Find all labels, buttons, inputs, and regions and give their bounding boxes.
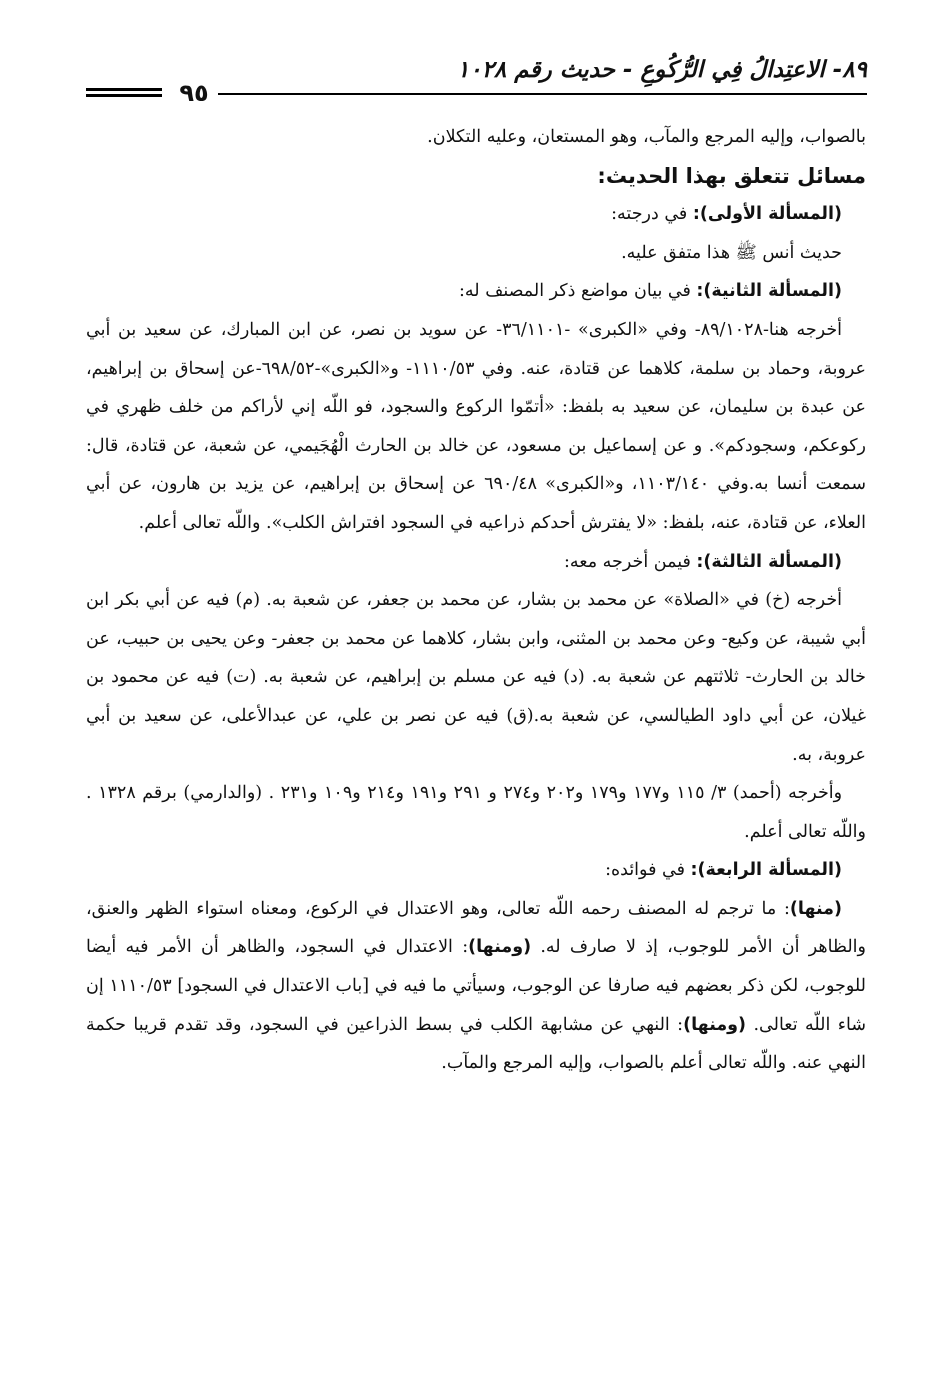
issue-2-label: (المسألة الثانية):	[696, 281, 842, 302]
issue-1	[86, 195, 866, 234]
issue-1-body: حديث أنس ﷺ هذا متفق عليه.	[621, 242, 842, 263]
issue-4-text: في فوائده:	[605, 860, 691, 881]
issue-3-label: (المسألة الثالثة):	[696, 551, 842, 572]
issue-3-body: أخرجه (خ) في «الصلاة» عن محمد بن بشار، عن محمد بن جعفر، عن شعبة به. (م) فيه عن أبي بكر ابن أبي شيبة، عن وكيع- وعن محمد بن المثنى، وابن بشار، كلاهما عن محمد بن جعفر- وعن يحيى بن حبيب، عن خالد بن الحارث- ثلاثتهم عن شعبة به. (د) فيه عن مسلم بن إبراهيم، عن شعبة به. (ت) فيه عن محمود بن غيلان، عن أبي داود الطيالسي، عن شعبة به.(ق) فيه عن نصر بن علي، عن عبدالأعلى، عن سعيد بن أبي عروبة، به.	[86, 590, 866, 765]
issue-3	[86, 543, 866, 582]
header-double-rule	[86, 88, 162, 97]
issue-4-label: (المسألة الرابعة):	[690, 860, 842, 881]
issue-2-body: أخرجه هنا-٨٩/١٠٢٨- وفي «الكبرى» -٣٦/١١٠١- عن سويد بن نصر، عن ابن المبارك، عن سعيد بن أبي عروبة، وحماد بن سلمة، كلاهما عن قتادة، عنه. وفي ١١١٠/٥٣- و«الكبرى»-٦٩٨/٥٢-عن إسحاق بن إبراهيم، عن عبدة بن سليمان، عن سعيد به بلفظ: «أتمّوا الركوع والسجود، فو اللّه إني لأراكم من خلف ظهري في ركوعكم، وسجودكم». و عن إسماعيل بن مسعود، عن خالد بن الحارث الْهُجَيمي، عن شعبة، عن قتادة، قال: سمعت أنسا به.وفي ١١٠٣/١٤٠، و«الكبرى» ٦٩٠/٤٨ عن إسحاق بن إبراهيم، عن يزيد بن هارون، عن أبي العلاء، عن قتادة، عنه، بلفظ: «لا يفترش أحدكم ذراعيه في السجود افتراش الكلب». واللّه تعالى أعلم.	[86, 319, 866, 533]
benefit-3-text: : النهي عن مشابهة الكلب في بسط الذراعين في السجود، وقد تقدم قريبا حكمة النهي عنه. واللّه تعالى أعلم بالصواب، وإليه المرجع والمآب.	[86, 1014, 866, 1074]
issue-4-body	[86, 890, 866, 1083]
issue-1-label: (المسألة الأولى):	[692, 204, 842, 225]
issue-3-ahmad: وأخرجه (أحمد) ٣/ ١١٥ و١٧٧ و١٧٩ و٢٠٢ و٢٧٤ و ٢٩١ و١٩١ و٢١٤ و١٠٩ و٢٣١ . (والدارمي) برقم ١٣٢٨ . واللّه تعالى أعلم.	[86, 783, 866, 842]
section-heading: مسائل تتعلق بهذا الحديث:	[597, 163, 866, 188]
benefit-1-text: : ما ترجم له المصنف رحمه اللّه تعالى، وهو الاعتدال في الركوع، ومعناه استواء الظهر والعنق، والظاهر أن الأمر للوجوب، إذ لا صارف له.	[86, 898, 866, 958]
issue-2-text: في بيان مواضع ذكر المصنف له:	[459, 281, 697, 302]
benefit-3-label: (ومنها)	[683, 1014, 747, 1035]
issue-1-text: في درجته:	[611, 204, 693, 225]
paragraph-continuation: بالصواب، وإليه المرجع والمآب، وهو المستعان، وعليه التكلان.	[427, 127, 866, 147]
page-body	[86, 118, 866, 1083]
issue-3-text: فيمن أخرجه معه:	[564, 551, 697, 572]
benefit-2-text: : الاعتدال في السجود، والظاهر أن الأمر فيه أيضا للوجوب، لكن ذكر بعضهم فيه صارفا عن الوجوب، وسيأتي ما فيه في [باب الاعتدال في السجود] ١١١٠/٥٣ إن شاء اللّه تعالى.	[86, 937, 866, 1035]
issue-2	[86, 272, 866, 311]
issue-4	[86, 851, 866, 890]
page-number: ٩٥	[179, 79, 209, 107]
chapter-title: ٨٩- الاعتِدالُ فِي الرُّكُوعِ - حديث رقم ١٠٢٨	[456, 57, 867, 83]
benefit-1-label: (منها)	[789, 898, 842, 919]
header-rule	[218, 93, 867, 95]
benefit-2-label: (ومنها)	[468, 937, 532, 958]
